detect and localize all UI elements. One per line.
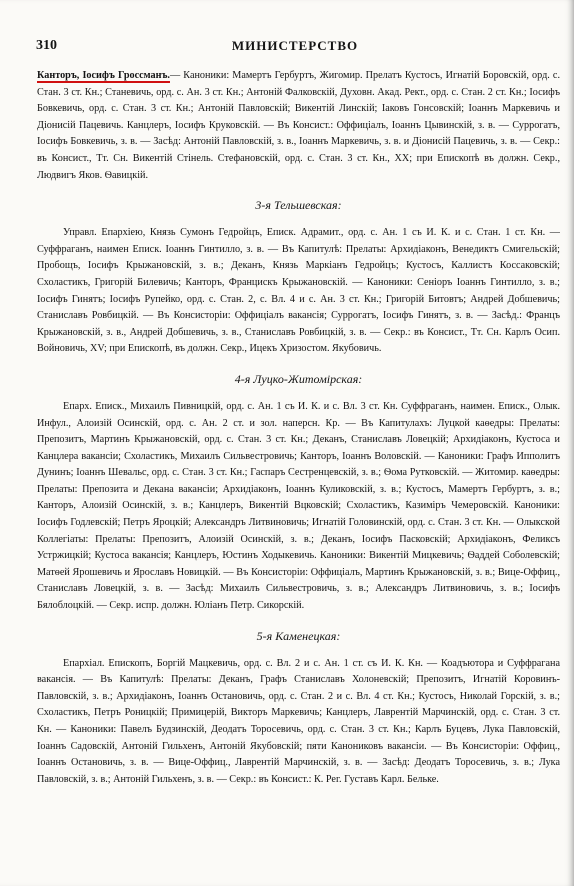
section-title-kamenets: 5-я Каменецкая: [256,628,341,643]
running-title: МИНИСТЕРСТВО [231,38,359,53]
highlighted-phrase: Канторъ, Іосифъ Гроссманъ. [37,70,170,81]
section-3-body: Епарх. Епиcк., Михаилъ Пивницкій, орд. с. Ан. 1 съ И. К. и с. Вл. 3 ст. Кн. Суффраганъ, наимен. Епиcк., Олык. Инфул., Алоизій Осинскій, орд. с. Ан. 2 ст. и зол. наперсн. Кр. — Въ Капитулахъ: Луцкой каѳедры: Прелаты: Препозитъ, Мартинъ Крыжановскій, орд. с. Стан. 3 ст. Кн.; Деканъ, Станиславъ Ловецкій; Архидіаконъ, Кустоса и Канцлера вакансіи; Схоластикъ, Михаилъ Сильвестровичь; Канторъ, Іоаннъ Воловскій. — Каноники: Графъ Ипполитъ Дунинъ; Іоаннъ Шевальс, орд. с. Стан. 3 ст. Кн.; Гаспаръ Сестренцевскій, з. в.; Ѳома Рутковскій. — Житомир. каѳедры: Прелаты: Препозита и Декана вакансіи; Архидіаконъ, Іоаннъ Куликовскій, з. в.; Кустосъ, Мамертъ Гербуртъ, з. в.; Канторъ, Алоизій Осинскій, з. в.; Канцлеръ, Викентій Вцковскій; Схоластикъ, Казиміръ Чемеровскій. Каноники: Іосифъ Годлевскій; Петръ Яроцкій; Александръ Литвиновичь; Игнатій Головинскій, орд. с. Стан. 3 ст. Кн. — Олыкской Коллегіаты: Прелаты: Препозитъ, Алоизій Осинскій, з. в.; Деканъ, Іосифъ Пасковскій; Архидіаконъ, Феликсъ Устржицкій; Кустоса вакансія; Канцлеръ, Юстинъ Ходыкевичь. Каноники: Викентій Мицкевичь; Ѳаддей Соболевскій; Матѳей Ярошевичь и Ярославъ Новицкій. — Въ Консисторіи: Оффиціалъ, Мартинъ Крыжановскій, з. в.; Вице-Оффиц., Станиславъ Ловецкій, з. в. — Засѣд: Михаилъ Сильвестровичь, з. в.; Александръ Литвиновичь, з. в.; Іосифъ Бялоблоцкій. — Секр. испр. должн. Юліанъ Петр. Сикорскій. [37,400,560,612]
section-4-body: Епархіал. Епископъ, Боргій Мацкевичь, орд. с. Вл. 2 и с. Ан. 1 ст. съ И. К. Кн. — Коадъютора и Суффрагана вакансія. — Въ Капитулѣ: Прелаты: Деканъ, Графъ Станиславъ Холоневскій; Препозитъ, Игнатій Коровинъ-Павловскій, з. в.; Архидіаконъ, Іоаннъ Остановичь, орд. с. Стан. 2 и с. Вл. 4 ст. Кн.; Кустосъ, Николай Горскій, з. в.; Схоластикъ, Петръ Роницкій; Примицерій, Викторъ Маркевичь; Канцлеръ, Лаврентій Марчинскій, орд. с. Стан. 3 ст. Кн. — Каноники: Павелъ Будзинскій, Деодатъ Торосевичь, орд. с. Стан. 3 ст. Кн.; Карлъ Буцевъ, Лука Павловскій, Іоаннъ Садовскій, Антоній Гильхенъ, Антоній Якубовскій; пяти Канониковъ вакансіи. — Въ Консисторіи: Оффиц., Іоаннъ Остановичь, з. в. — Вице-Оффиц., Лаврентій Марчинскій, з. в. — Засѣд: Деодатъ Торосевичь, з. в.; Лука Павловскій, з. в.; Антоній Гильхенъ, з. в. — Секр.: въ Консист.: К. Рег. Густавъ Карл. Бельке. [37,657,560,785]
section-3-text [37,399,560,615]
section-2-text [37,225,560,358]
section-1-text [37,68,560,184]
section-4-text [37,656,560,789]
section-title-lutsk: 4-я Луцко-Житомірская: [234,371,363,386]
page-number: 310 [36,38,57,53]
page-body [37,68,560,788]
section-2-body: Управл. Епархіею, Князь Сумонъ Гедройцъ, Епиcк. Адрамит., орд. с. Ан. 1 съ И. К. и с. Стан. 1 ст. Кн. — Суффраганъ, наимен Епиcк. Іоаннъ Гинтилло, з. в. — Въ Капитулѣ: Прелаты: Архидіаконъ, Венедиктъ Смигельскій; Пробощъ, Іосифъ Крыжановскій, з. в.; Деканъ, Князь Маркіанъ Гедройцъ; Кустосъ, Каллистъ Коссаковскій; Схоластикъ, Григорій Билевичь; Канторъ, Францискъ Крыжановскій. — Каноники: Сеніоръ Іоаннъ Гинтилло, з. в.; Іосифъ Гинятъ; Іосифъ Рупейко, орд. с. Стан. 2, с. Вл. 4 и с. Ан. 3 ст. Кн.; Григорій Битовтъ; Андрей Добшевичь; Станиславъ Ровбицкій. — Въ Консисторіи: Оффиціалъ вакансія; Суррогатъ, Іосифъ Гинятъ, з. в. — Засѣд.: Францъ Крыжановскій, з. в., Андрей Добшевичь, з. в., Станиславъ Ровбицкій, з. в. — Секр.: въ Консист., Тт. Сн. Карлъ Осип. Войновичь, XV; при Епископѣ, въ должн. Секр., Ицекъ Хризостом. Якубовичь. [37,227,560,355]
page-header [36,38,554,56]
section-1-body: — Каноники: Мамертъ Гербуртъ, Жигомир. Прелатъ Кустосъ, Игнатій Боровскій, орд. с. Стан. 3 ст. Кн.; Станевичь, орд. с. Ан. 3 ст. Кн.; Антоній Фалковскій, Духовн. Акад. Рект., орд. с. Стан. 2 ст. Кн.; Іосифъ Бовкевичь, орд. с. Стан. 3 ст. Кн.; Антоній Павловскій; Викентій Линскій; Іаковъ Гонсовскій; Іоаннъ Маркевичь и Діонисій Пацевичь. Канцлеръ, Іосифъ Круковскій. — Въ Консист.: Оффиціалъ, Іоаннъ Цывинскій, з. в. — Суррогатъ, Іосифъ Бовкевичь, з. в. — Засѣд: Антоній Павловскій, з. в., Іоаннъ Маркевичь, з. в. и Діонисій Пацевичь, з. в. — Секр.: въ Консист., Тт. Сн. Викентій Стінель. Стефановскій, орд. с. Стан. 3 ст. Кн., XX; при Епископѣ въ должн. Секр., Людвигъ Яков. Ѳавицкій. [37,70,560,181]
section-title-telshev: 3-я Тельшевская: [255,198,342,213]
